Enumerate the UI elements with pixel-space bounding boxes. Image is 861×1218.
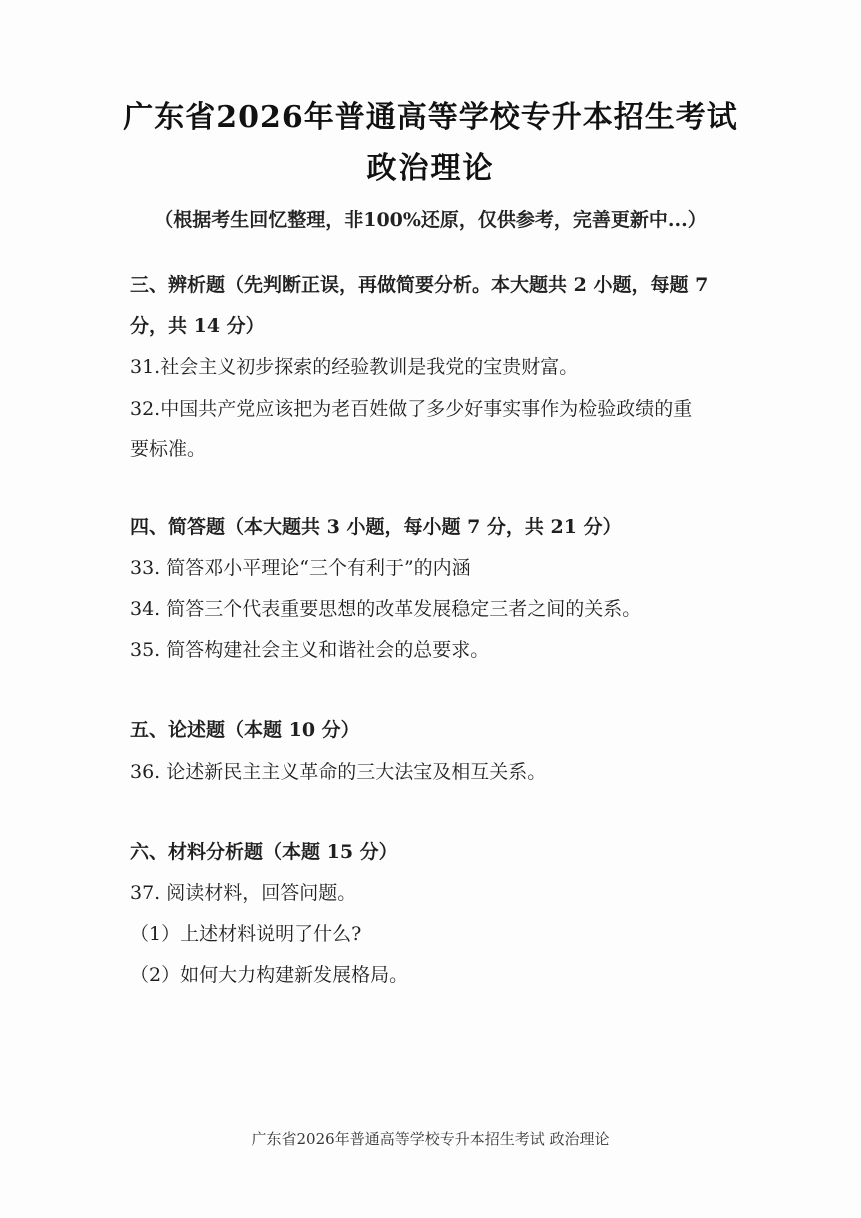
question-37-part-2: （2）如何大力构建新发展格局。 xyxy=(130,964,409,986)
section-3-heading-cont: 分，共 14 分） xyxy=(130,315,265,337)
question-32-cont: 要标准。 xyxy=(130,438,207,460)
section-5-heading: 五、论述题（本题 10 分） xyxy=(130,719,360,741)
section-3-heading: 三、辨析题（先判断正误，再做简要分析。本大题共 2 小题，每题 7 xyxy=(130,274,709,296)
disclaimer-note: （根据考生回忆整理，非100%还原，仅供参考，完善更新中...） xyxy=(154,209,707,231)
page-subtitle: 政治理论 xyxy=(366,151,495,186)
page-title: 广东省2026年普通高等学校专升本招生考试 xyxy=(123,100,738,135)
question-37: 37. 阅读材料，回答问题。 xyxy=(130,882,357,904)
question-37-part-1: （1）上述材料说明了什么? xyxy=(130,923,362,945)
question-32: 32.中国共产党应该把为老百姓做了多少好事实事作为检验政绩的重 xyxy=(130,398,693,420)
section-4-heading: 四、简答题（本大题共 3 小题，每小题 7 分，共 21 分） xyxy=(130,516,622,538)
page-footer: 广东省2026年普通高等学校专升本招生考试 政治理论 xyxy=(251,1130,610,1148)
question-31: 31.社会主义初步探索的经验教训是我党的宝贵财富。 xyxy=(130,356,579,378)
question-35: 35. 简答构建社会主义和谐社会的总要求。 xyxy=(130,639,490,661)
question-33: 33. 简答邓小平理论“三个有利于”的内涵 xyxy=(130,557,471,579)
question-36: 36. 论述新民主主义革命的三大法宝及相互关系。 xyxy=(130,761,547,783)
question-34: 34. 简答三个代表重要思想的改革发展稳定三者之间的关系。 xyxy=(130,598,642,620)
section-6-heading: 六、材料分析题（本题 15 分） xyxy=(130,841,398,863)
